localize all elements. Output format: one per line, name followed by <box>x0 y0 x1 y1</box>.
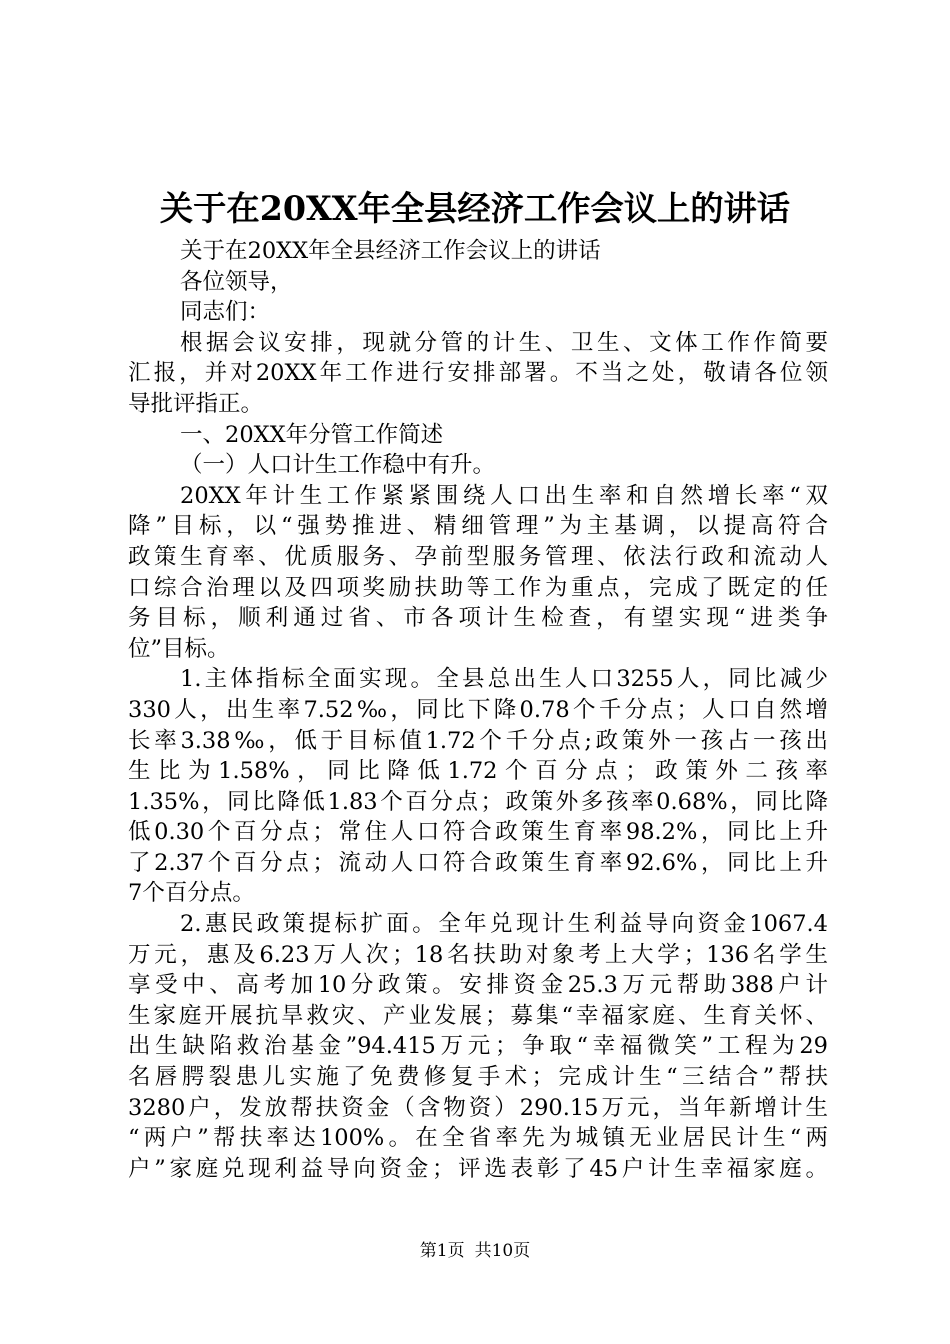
text-line: 降”目标，以“强势推进、精细管理”为主基调，以提高符合 <box>128 513 828 540</box>
text-line: 位”目标。 <box>128 635 230 662</box>
text-line: 享受中、高考加10分政策。安排资金25.3万元帮助388户计 <box>128 972 828 999</box>
document-body <box>128 236 828 1184</box>
text-line: （一）人口计生工作稳中有升。 <box>180 452 496 479</box>
text-line: 长率3.38‰，低于目标值1.72个千分点;政策外一孩占一孩出 <box>128 727 828 754</box>
text-line: 务目标，顺利通过省、市各项计生检查，有望实现“进类争 <box>128 605 828 632</box>
page-total: 共10页 <box>474 1241 531 1261</box>
text-line: 了2.37个百分点；流动人口符合政策生育率92.6%，同比上升 <box>128 849 828 876</box>
text-line: 导批评指正。 <box>128 390 264 417</box>
text-line: 1.35%，同比降低1.83个百分点；政策外多孩率0.68%，同比降 <box>128 788 828 815</box>
page-number: 第1页 <box>419 1241 465 1261</box>
text-line: 出生缺陷救治基金”94.415万元；争取“幸福微笑”工程为29 <box>128 1033 828 1060</box>
text-line: 330人，出生率7.52‰，同比下降0.78个千分点；人口自然增 <box>128 696 828 723</box>
text-line: “两户”帮扶率达100%。在全省率先为城镇无业居民计生“两 <box>128 1125 828 1152</box>
text-line: 1.主体指标全面实现。全县总出生人口3255人，同比减少 <box>180 666 828 693</box>
text-line: 各位领导， <box>180 268 293 295</box>
text-line: 生家庭开展抗旱救灾、产业发展；募集“幸福家庭、生育关怀、 <box>128 1002 828 1029</box>
text-line: 名唇腭裂患儿实施了免费修复手术；完成计生“三结合”帮扶 <box>128 1064 828 1091</box>
text-line: 万元，惠及6.23万人次；18名扶助对象考上大学；136名学生 <box>128 941 828 968</box>
text-line: 根据会议安排，现就分管的计生、卫生、文体工作作简要 <box>180 329 828 356</box>
document-title: 关于在20XX年全县经济工作会议上的讲话 <box>159 189 791 228</box>
text-line: 同志们： <box>180 299 271 326</box>
text-line: 关于在20XX年全县经济工作会议上的讲话 <box>180 238 601 264</box>
text-line: 政策生育率、优质服务、孕前型服务管理、依法行政和流动人 <box>128 543 828 570</box>
text-line: 户”家庭兑现利益导向资金；评选表彰了45户计生幸福家庭。 <box>128 1155 828 1182</box>
text-line: 一、20XX年分管工作简述 <box>180 421 444 448</box>
text-line: 生比为1.58%，同比降低1.72个百分点；政策外二孩率 <box>128 758 828 785</box>
text-line: 3280户，发放帮扶资金（含物资）290.15万元，当年新增计生 <box>128 1094 828 1121</box>
page-footer <box>0 1239 950 1263</box>
text-line: 2.惠民政策提标扩面。全年兑现计生利益导向资金1067.4 <box>180 911 828 938</box>
text-line: 低0.30个百分点；常住人口符合政策生育率98.2%，同比上升 <box>128 819 828 846</box>
text-line: 7个百分点。 <box>128 880 255 907</box>
text-line: 汇报，并对20XX年工作进行安排部署。不当之处，敬请各位领 <box>128 360 828 387</box>
text-line: 口综合治理以及四项奖励扶助等工作为重点，完成了既定的任 <box>128 574 828 601</box>
text-line: 20XX年计生工作紧紧围绕人口出生率和自然增长率“双 <box>180 482 828 509</box>
